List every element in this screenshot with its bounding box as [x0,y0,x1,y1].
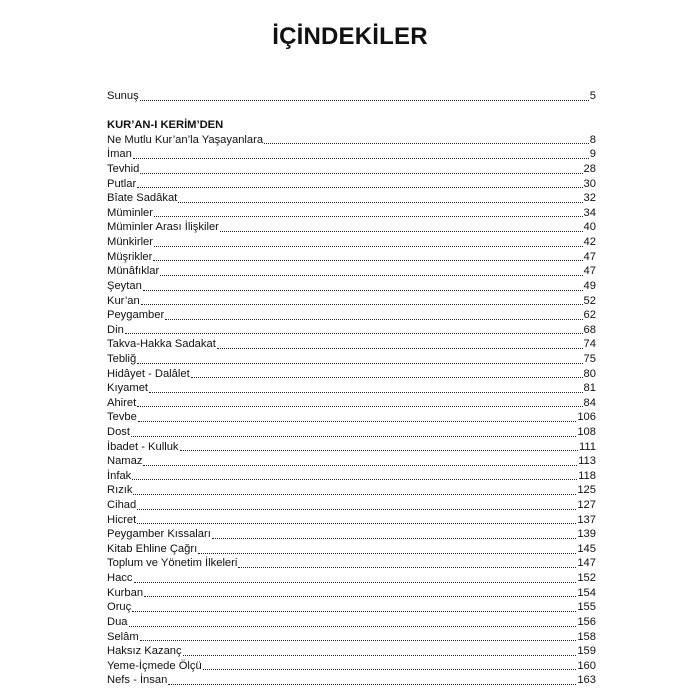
dot-leader [160,275,582,276]
toc-entry-page: 152 [577,572,596,585]
toc-entry [107,659,596,674]
toc-entry [107,513,596,528]
toc-entry [107,483,596,498]
toc-entry-page: 111 [578,440,596,453]
toc-entry-page: 118 [578,469,596,482]
toc-entry [107,206,596,221]
spacer [107,104,596,119]
dot-leader [132,611,576,612]
toc-entry [107,673,596,688]
toc-entry-page: 125 [577,484,596,497]
toc-entry-label: Toplum ve Yönetim İlkeleri [107,557,238,570]
toc-entry-label: Kurban [107,586,144,599]
toc-entry [107,630,596,645]
toc-entry-page: 163 [577,674,596,687]
toc-entry [107,220,596,235]
toc-entry-label: İman [107,148,132,161]
toc-entry-label: Ne Mutlu Kur’an’la Yaşayanlara [107,133,264,146]
toc-entry-label: Tevbe [107,411,137,424]
toc-entry [107,586,596,601]
toc-entry [107,381,596,396]
toc-entry-label: Nefs - İnsan [107,674,168,687]
toc-entry-label: İnfak [107,469,132,482]
toc-entry-page: 34 [583,206,596,219]
toc-entry-page: 155 [577,601,596,614]
toc-entry-page: 62 [583,309,596,322]
toc-entry-page: 139 [577,528,596,541]
dot-leader [180,450,578,451]
toc-entry-page: 52 [583,294,596,307]
dot-leader [153,260,582,261]
toc-entry [107,498,596,513]
toc-entry-label: Hidâyet - Dalâlet [107,367,190,380]
toc-entry-label: Sunuş [107,89,139,102]
toc-entry [107,542,596,557]
toc-entry-label: Namaz [107,455,143,468]
dot-leader [198,553,576,554]
toc-entry-label: Kitab Ehline Çağrı [107,542,198,555]
toc-entry-page: 47 [583,265,596,278]
toc-entry-label: Yeme-İçmede Ölçü [107,659,202,672]
toc-entry-label: Oruç [107,601,132,614]
dot-leader [154,216,583,217]
dot-leader [133,158,589,159]
section-heading: KUR’AN-I KERİM’DEN [107,119,224,132]
dot-leader [140,100,589,101]
toc-entry-page: 106 [577,411,596,424]
toc-entry-label: Cihad [107,499,137,512]
toc-entry-page: 75 [583,352,596,365]
toc-entries [107,133,596,688]
toc-entry-page: 28 [583,163,596,176]
toc-entry [107,600,596,615]
dot-leader [149,392,583,393]
toc-entry-label: Peygamber Kıssaları [107,528,211,541]
toc-entry-label: Müminler Arası İlişkiler [107,221,219,234]
dot-leader [143,290,583,291]
dot-leader [138,421,576,422]
toc-entry-label: Münâfıklar [107,265,160,278]
dot-leader [129,626,577,627]
toc-entry [107,235,596,250]
toc-entry [107,367,596,382]
toc-entry-label: Dost [107,426,131,438]
toc-entry [107,352,596,367]
toc-entry-label: Dua [107,615,128,628]
toc-entry-label: Münkirler [107,236,154,249]
toc-entry-label: Tevhid [107,163,140,176]
toc-entry [107,337,596,352]
toc-entry [107,191,596,206]
toc-entry-page: 154 [577,586,596,599]
toc-entry-label: Ahiret [107,396,137,409]
dot-leader [133,494,576,495]
toc-entry-label: Haksız Kazanç [107,645,182,658]
toc-entry-page: 74 [583,338,596,351]
toc-entry-label: Kıyamet [107,382,149,395]
toc-entry-label: Bîate Sadâkat [107,192,178,205]
dot-leader [264,143,589,144]
dot-leader [217,348,583,349]
toc-entry-label: Şeytan [107,279,142,292]
toc-entry-label: Putlar [107,177,137,190]
dot-leader [141,304,583,305]
toc-entry-page: 108 [577,426,596,438]
toc-entry-page: 137 [577,513,596,526]
toc-entry-label: Müşrikler [107,250,153,263]
toc-entry-label: Müminler [107,206,154,219]
toc-entry-label: Kur’an [107,294,140,307]
toc-entry-page: 30 [583,177,596,190]
toc-entry [107,250,596,265]
dot-leader [132,479,577,480]
dot-leader [143,465,577,466]
dot-leader [140,173,582,174]
toc-entry-page: 159 [577,645,596,658]
toc-entry-page: 32 [583,192,596,205]
dot-leader [137,406,582,407]
toc-entry-label: Takva-Hakka Sadakat [107,338,216,351]
toc-entry-label: Selâm [107,630,139,643]
toc-entry-label: İbadet - Kulluk [107,440,179,453]
toc-entry [107,454,596,469]
dot-leader [144,596,576,597]
toc-entry-page: 147 [577,557,596,570]
dot-leader [137,363,582,364]
toc-entry-page: 156 [577,615,596,628]
table-of-contents [107,89,596,688]
toc-entry [107,557,596,572]
dot-leader [131,436,576,437]
toc-entry [107,147,596,162]
toc-entry-label: Hicret [107,513,137,526]
dot-leader [137,509,576,510]
toc-entry [107,133,596,148]
dot-leader [125,333,583,334]
dot-leader [154,246,583,247]
toc-entry-page: 145 [577,542,596,555]
toc-entry-label: Peygamber [107,309,165,322]
toc-entry [107,615,596,630]
dot-leader [203,669,577,670]
dot-leader [191,377,583,378]
dot-leader [238,567,576,568]
toc-entry-intro [107,89,596,104]
dot-leader [183,655,577,656]
toc-entry-page: 160 [577,659,596,672]
toc-entry-page: 47 [583,250,596,263]
toc-entry [107,410,596,425]
toc-entry-page: 49 [583,279,596,292]
dot-leader [220,231,583,232]
toc-entry-label: Tebliğ [107,352,137,365]
toc-entry-page: 158 [577,630,596,643]
toc-entry-page: 80 [583,367,596,380]
toc-entry-page: 81 [583,382,596,395]
toc-entry-page: 42 [583,236,596,249]
toc-entry [107,571,596,586]
toc-entry-page: 9 [589,148,596,161]
toc-entry [107,396,596,411]
toc-entry-page: 127 [577,499,596,512]
toc-entry [107,162,596,177]
toc-entry-page: 68 [583,323,596,336]
toc-entry-page: 84 [583,396,596,409]
toc-entry [107,294,596,309]
toc-entry-label: Din [107,323,124,336]
toc-entry [107,177,596,192]
toc-entry [107,323,596,338]
dot-leader [168,684,576,685]
toc-entry [107,527,596,542]
dot-leader [137,187,582,188]
toc-entry [107,469,596,484]
toc-entry [107,264,596,279]
dot-leader [137,523,576,524]
dot-leader [165,319,582,320]
toc-entry [107,425,596,440]
toc-entry [107,440,596,455]
page-title: İÇİNDEKİLER [272,23,428,50]
dot-leader [178,202,582,203]
toc-entry-page: 8 [589,133,596,146]
dot-leader [140,640,577,641]
toc-entry [107,279,596,294]
toc-entry-page: 113 [578,455,596,468]
toc-entry-label: Hacc [107,572,133,585]
dot-leader [134,582,577,583]
toc-entry-page: 5 [589,89,596,102]
toc-entry-page: 40 [583,221,596,234]
dot-leader [212,538,576,539]
toc-entry [107,308,596,323]
toc-entry [107,644,596,659]
toc-entry-label: Rızık [107,484,133,497]
